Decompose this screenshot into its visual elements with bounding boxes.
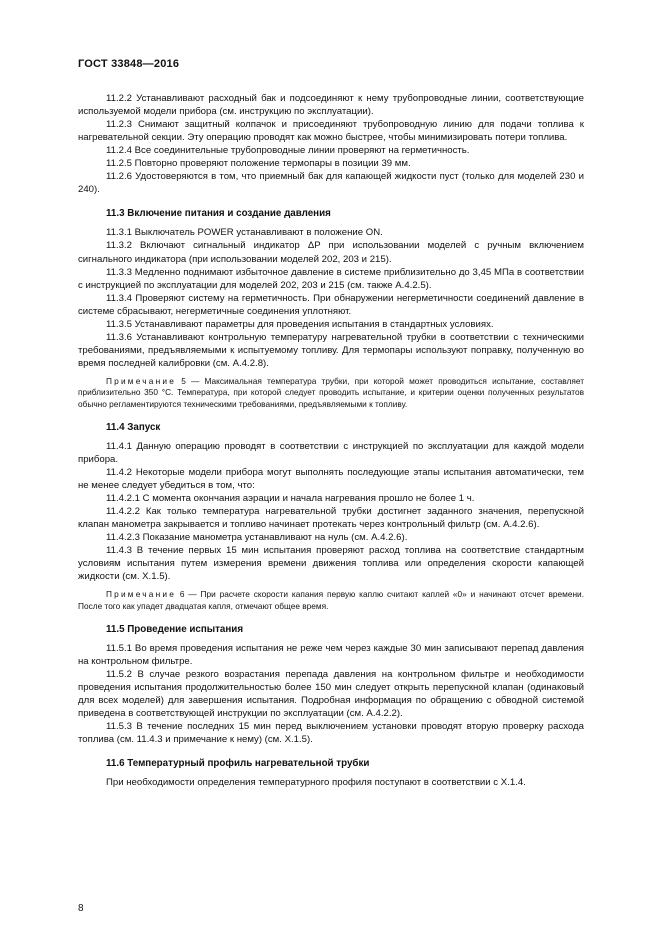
paragraph: 11.3.6 Устанавливают контрольную температуру нагревательной трубки в соответствии с техническими требованиями, предъявляемыми к испытуемому топливу. Для термопары используют поправку, полученную во время последней калибровки (см. А.4.2.8). xyxy=(78,331,584,369)
paragraph: 11.4.1 Данную операцию проводят в соответствии с инструкцией по эксплуатации для каждой модели прибора. xyxy=(78,440,584,465)
paragraph: 11.2.3 Снимают защитный колпачок и присоединяют трубопроводную линию для подачи топлива к нагревательной секции. Эту операцию проводят как можно быстрее, чтобы минимизировать потери топлива. xyxy=(78,119,584,144)
paragraph: 11.3.2 Включают сигнальный индикатор ΔP при использовании моделей с ручным включением сигнального индикатора (при использовании моделей 202, 203 и 215). xyxy=(78,240,584,265)
note xyxy=(78,376,584,410)
paragraph: 11.2.2 Устанавливают расходный бак и подсоединяют к нему трубопроводные линии, соответствующие используемой модели прибора (см. инструкцию по эксплуатации). xyxy=(78,93,584,118)
note-label: Примечание xyxy=(106,589,177,600)
paragraph: 11.2.6 Удостоверяются в том, что приемный бак для капающей жидкости пуст (только для моделей 230 и 240). xyxy=(78,171,584,196)
paragraph: 11.4.2.1 С момента окончания аэрации и начала нагревания прошло не более 1 ч. xyxy=(106,493,475,505)
note-label: Примечание xyxy=(106,375,177,386)
paragraph: 11.3.1 Выключатель POWER устанавливают в положение ON. xyxy=(106,227,383,239)
paragraph: 11.2.5 Повторно проверяют положение термопары в позиции 39 мм. xyxy=(106,158,411,170)
paragraph: 11.2.4 Все соединительные трубопроводные линии проверяют на герметичность. xyxy=(106,145,470,157)
document-header: ГОСТ 33848—2016 xyxy=(78,58,180,70)
paragraph: 11.3.4 Проверяют систему на герметичность. При обнаружении негерметичности соединений давление в системе сбрасывают, негерметичные соединения уплотняют. xyxy=(78,292,584,317)
section-heading: 11.5 Проведение испытания xyxy=(106,623,244,635)
paragraph: 11.5.3 В течение последних 15 мин перед выключением установки проводят вторую проверку расхода топлива (см. 11.4.3 и примечание к нему) (см. Х.1.5). xyxy=(78,721,584,746)
section-heading: 11.4 Запуск xyxy=(106,421,161,433)
paragraph: 11.4.3 В течение первых 15 мин испытания проверяют расход топлива на соответствие стандартным условиям испытания путем измерения времени движения топлива или определения скорости капающей жидкости (см. Х.1.5). xyxy=(78,545,584,583)
document-body xyxy=(78,92,584,790)
section-heading: 11.6 Температурный профиль нагревательной трубки xyxy=(106,758,370,770)
section-heading: 11.3 Включение питания и создание давления xyxy=(106,208,331,220)
paragraph: 11.3.3 Медленно поднимают избыточное давление в системе приблизительно до 3,45 МПа в соответствии с инструкцией по эксплуатации для моделей 202, 203 и 215 (см. также А.4.2.5). xyxy=(78,266,584,291)
note xyxy=(78,589,584,612)
paragraph: 11.5.1 Во время проведения испытания не реже чем через каждые 30 мин записывают перепад давления на контрольном фильтре. xyxy=(78,643,584,668)
note-text: 5 — Максимальная температура трубки, при которой может проводиться испытание, составляет приблизительно 350 °С. Температура, при которой следует проводить испытание, и критерии оценки полученных результатов обычно регламентируются техническими требованиями, предъявляемыми к топливу. xyxy=(78,375,584,409)
paragraph: 11.4.2.2 Как только температура нагревательной трубки достигнет заданного значения, перепускной клапан манометра закрывается и топливо начинает протекать через контрольный фильтр (см. А.4.2.6). xyxy=(78,506,584,531)
paragraph: 11.4.2.3 Показание манометра устанавливают на нуль (см. А.4.2.6). xyxy=(106,532,408,544)
paragraph: 11.3.5 Устанавливают параметры для проведения испытания в стандартных условиях. xyxy=(106,318,494,330)
paragraph: 11.4.2 Некоторые модели прибора могут выполнять последующие этапы испытания автоматически, тем не менее следует убедиться в том, что: xyxy=(78,466,584,492)
note-text: 6 — При расчете скорости капания первую каплю считают каплей «0» и начинают отсчет времени. После того как упадет двадцатая капля, отмечают общее время. xyxy=(78,589,584,611)
page-number: 8 xyxy=(78,903,84,914)
paragraph: 11.5.2 В случае резкого возрастания перепада давления на контрольном фильтре и необходимости проведения испытания продолжительностью более 150 мин следует открыть перепускной клапан (одинаковый для всех моделей) для завершения испытания. Подробная информация по обращению с обводной системой приведена в соответствующей инструкции по эксплуатации (см. А.4.2.2). xyxy=(78,669,584,720)
paragraph: При необходимости определения температурного профиля поступают в соответствии с Х.1.4. xyxy=(106,777,526,789)
